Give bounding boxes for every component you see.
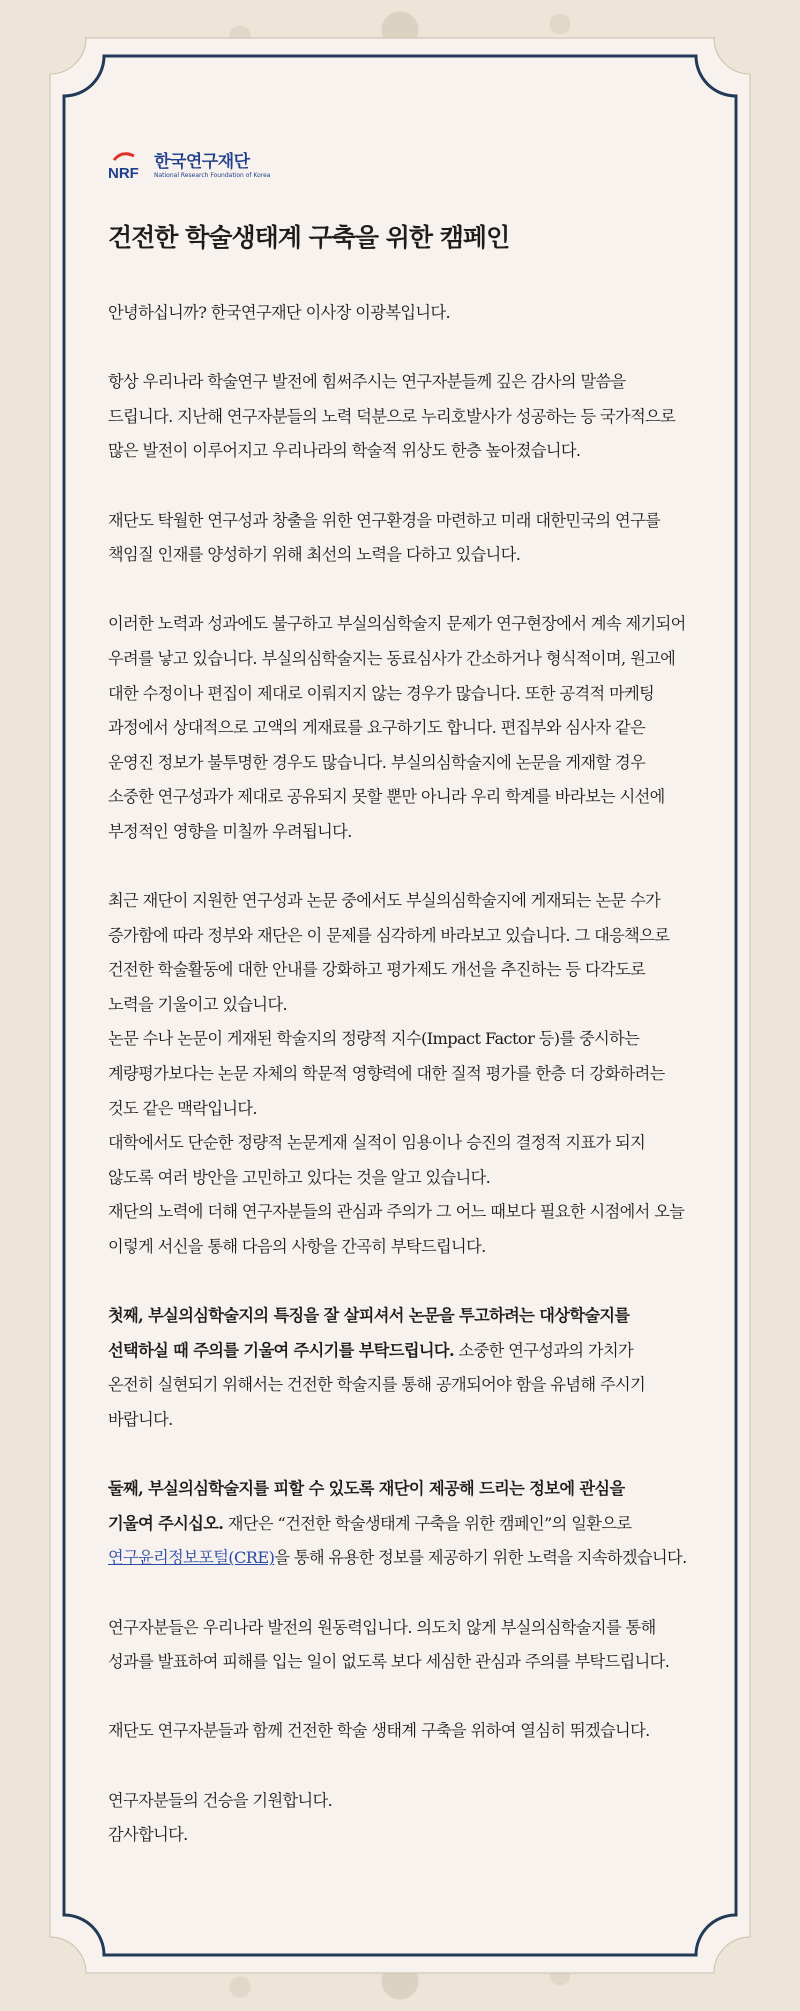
paragraph-response-measures — [108, 884, 708, 1265]
paragraph-first-request — [108, 1299, 708, 1437]
text-line: 감사합니다. — [108, 1825, 188, 1845]
text-line: 이렇게 서신을 통해 다음의 사항을 간곡히 부탁드립니다. — [108, 1237, 486, 1257]
paragraph-commitment — [108, 1714, 708, 1749]
bold-text: 둘째, 부실의심학술지를 피할 수 있도록 재단이 제공해 드리는 정보에 관심을 — [108, 1479, 625, 1499]
greeting-paragraph — [108, 296, 708, 331]
bold-text: 선택하실 때 주의를 기울여 주시기를 부탁드립니다. — [108, 1340, 454, 1360]
paragraph-researchers — [108, 1611, 708, 1680]
text-line: 재단의 노력에 더해 연구자분들의 관심과 주의가 그 어느 때보다 필요한 시점에서 오늘 — [108, 1202, 685, 1222]
text-line: 계량평가보다는 논문 자체의 학문적 영향력에 대한 질적 평가를 한층 더 강화하려는 — [108, 1064, 665, 1084]
text-line: 바랍니다. — [108, 1410, 173, 1429]
text-line: 대한 수정이나 편집이 제대로 이뤄지지 않는 경우가 많습니다. 또한 공격적 마케팅 — [108, 683, 655, 703]
bold-text: 첫째, 부실의심학술지의 특징을 잘 살피셔서 논문을 투고하려는 대상학술지를 — [108, 1306, 630, 1326]
page-title: 건전한 학술생태계 구축을 위한 캠페인 — [108, 223, 510, 252]
text-line: 많은 발전이 이루어지고 우리나라의 학술적 위상도 한층 높아졌습니다. — [108, 441, 581, 461]
nrf-logo — [108, 150, 270, 182]
text-line: 우려를 낳고 있습니다. 부실의심학술지는 동료심사가 간소하거나 형식적이며, 원고에 — [108, 648, 676, 668]
text-line: 재단도 탁월한 연구성과 창출을 위한 연구환경을 마련하고 미래 대한민국의 연구를 — [108, 510, 661, 530]
text-line: 최근 재단이 지원한 연구성과 논문 중에서도 부실의심학술지에 게재되는 논문 수가 — [108, 891, 661, 911]
text-line: 성과를 발표하여 피해를 입는 일이 없도록 보다 세심한 관심과 주의를 부탁드립니다. — [108, 1652, 670, 1672]
letter-body — [108, 296, 708, 1853]
text-line: 노력을 기울이고 있습니다. — [108, 994, 288, 1014]
text-line: 운영진 정보가 불투명한 경우도 많습니다. 부실의심학술지에 논문을 게재할 경우 — [108, 752, 646, 772]
paragraph-predatory-journals — [108, 607, 708, 849]
text-line: 논문 수나 논문이 게재된 학술지의 정량적 지수(Impact Factor 등)를 중시하는 — [108, 1029, 640, 1049]
text-segment: 소중한 연구성과의 가치가 — [454, 1340, 634, 1360]
logo-english-name: National Research Foundation of Korea — [154, 171, 271, 179]
text-line: 부정적인 영향을 미칠까 우려됩니다. — [108, 821, 352, 841]
text-line: 과정에서 상대적으로 고액의 게재료를 요구하기도 합니다. 편집부와 심사자 같은 — [108, 718, 646, 738]
closing-paragraph — [108, 1784, 708, 1853]
nrf-logo-icon — [108, 150, 148, 182]
text-line: 소중한 연구성과가 제대로 공유되지 못할 뿐만 아니라 우리 학계를 바라보는 시선에 — [108, 787, 665, 807]
text-segment: 재단은 “건전한 학술생태계 구축을 위한 캠페인”의 일환으로 — [223, 1513, 632, 1533]
text-line: 연구자분들은 우리나라 발전의 원동력입니다. 의도치 않게 부실의심학술지를 통해 — [108, 1617, 656, 1637]
text-line: 증가함에 따라 정부와 재단은 이 문제를 심각하게 바라보고 있습니다. 그 대응책으로 — [108, 925, 670, 945]
text-line: 이러한 노력과 성과에도 불구하고 부실의심학술지 문제가 연구현장에서 계속 제기되어 — [108, 614, 686, 634]
text-line: 드립니다. 지난해 연구자분들의 노력 덕분으로 누리호발사가 성공하는 등 국가적으로 — [108, 406, 676, 426]
cre-portal-link[interactable]: 연구윤리정보포털(CRE) — [108, 1548, 275, 1568]
paragraph-foundation-effort — [108, 504, 708, 573]
text-line: 것도 같은 맥락입니다. — [108, 1098, 257, 1118]
paragraph-gratitude — [108, 365, 708, 469]
text-line: 온전히 실현되기 위해서는 건전한 학술지를 통해 공개되어야 함을 유념해 주시기 — [108, 1375, 646, 1395]
text-segment: 을 통해 유용한 정보를 제공하기 위한 노력을 지속하겠습니다. — [274, 1548, 687, 1568]
text-line: 않도록 여러 방안을 고민하고 있다는 것을 알고 있습니다. — [108, 1167, 491, 1187]
paragraph-second-request — [108, 1472, 708, 1576]
text-line: 대학에서도 단순한 정량적 논문게재 실적이 임용이나 승진의 결정적 지표가 되지 — [108, 1133, 646, 1153]
text-line: 항상 우리나라 학술연구 발전에 힘써주시는 연구자분들께 깊은 감사의 말씀을 — [108, 372, 626, 392]
bold-text: 기울여 주시십오. — [108, 1513, 224, 1533]
text-line: 연구자분들의 건승을 기원합니다. — [108, 1790, 333, 1810]
logo-korean-name: 한국연구재단 — [154, 151, 250, 172]
text-line: 건전한 학술활동에 대한 안내를 강화하고 평가제도 개선을 추진하는 등 다각도로 — [108, 960, 646, 980]
logo-short-text: NRF — [108, 165, 139, 182]
text-line: 책임질 인재를 양성하기 위해 최선의 노력을 다하고 있습니다. — [108, 545, 521, 565]
text-line: 재단도 연구자분들과 함께 건전한 학술 생태계 구축을 위하여 열심히 뛰겠습니다. — [108, 1721, 650, 1741]
text-line: 안녕하십니까? 한국연구재단 이사장 이광복입니다. — [108, 303, 451, 322]
